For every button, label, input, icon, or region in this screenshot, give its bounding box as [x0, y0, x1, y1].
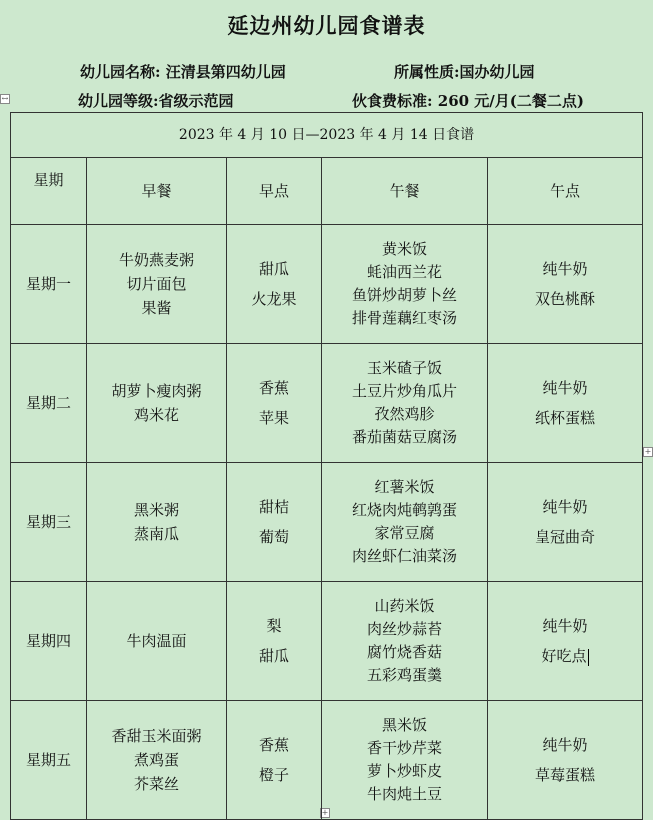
cell-breakfast — [87, 701, 227, 820]
header-row — [11, 158, 643, 225]
menu-item: 红烧肉炖鹌鹑蛋 — [351, 501, 457, 519]
meal-fee-standard: 伙食费标准: 260 元/月(二餐二点) — [352, 92, 584, 110]
day-label: 星期四 — [11, 582, 87, 701]
menu-item: 胡萝卜瘦肉粥 — [111, 382, 202, 400]
cell-lunch — [322, 701, 488, 820]
menu-item: 纯牛奶 — [542, 736, 588, 754]
header-afternoon-snack: 午点 — [488, 158, 643, 225]
text-cursor — [588, 649, 589, 666]
cell-afternoon-snack — [488, 463, 643, 582]
menu-item: 芥菜丝 — [133, 775, 179, 793]
day-label: 星期一 — [11, 225, 87, 344]
kindergarten-grade: 幼儿园等级:省级示范园 — [78, 92, 234, 110]
menu-item: 玉米碴子饭 — [366, 359, 442, 377]
column-insert-icon[interactable]: + — [321, 808, 329, 817]
menu-item: 红薯米饭 — [374, 478, 435, 496]
menu-item: 家常豆腐 — [374, 524, 435, 542]
menu-item: 黑米粥 — [133, 501, 179, 519]
day-row — [11, 225, 643, 344]
menu-item: 火龙果 — [251, 290, 297, 308]
menu-item: 果酱 — [141, 299, 172, 317]
menu-item: 切片面包 — [126, 275, 187, 293]
menu-item: 梨 — [266, 617, 282, 635]
menu-item: 香蕉 — [258, 379, 289, 397]
cell-breakfast — [87, 344, 227, 463]
menu-item: 双色桃酥 — [535, 290, 596, 308]
menu-item: 草莓蛋糕 — [535, 766, 596, 784]
cell-afternoon-snack — [488, 582, 643, 701]
kindergarten-name: 幼儿园名称: 汪清县第四幼儿园 — [80, 63, 286, 81]
menu-item: 煮鸡蛋 — [133, 751, 179, 769]
header-day: 星期 — [11, 158, 87, 225]
menu-item: 蚝油西兰花 — [366, 263, 442, 281]
header-lunch: 午餐 — [322, 158, 488, 225]
menu-item: 土豆片炒角瓜片 — [351, 382, 457, 400]
menu-item: 番茄菌菇豆腐汤 — [351, 428, 457, 446]
menu-item: 牛肉温面 — [126, 632, 187, 650]
day-row — [11, 463, 643, 582]
cell-afternoon-snack — [488, 344, 643, 463]
menu-item: 纯牛奶 — [542, 617, 588, 635]
kindergarten-type: 所属性质:国办幼儿园 — [394, 63, 535, 81]
document-title: 延边州幼儿园食谱表 — [227, 13, 426, 38]
menu-item: 香干炒芹菜 — [366, 739, 442, 757]
day-label: 星期二 — [11, 344, 87, 463]
cell-breakfast — [87, 225, 227, 344]
menu-item: 鸡米花 — [133, 406, 179, 424]
day-label: 星期三 — [11, 463, 87, 582]
menu-item: 孜然鸡胗 — [374, 405, 435, 423]
cell-afternoon-snack — [488, 701, 643, 820]
row-insert-icon[interactable]: + — [644, 447, 652, 456]
menu-item: 香甜玉米面粥 — [111, 727, 202, 745]
menu-item: 牛奶燕麦粥 — [118, 251, 194, 269]
menu-item: 牛肉炖土豆 — [366, 785, 442, 803]
cell-morning-snack — [227, 344, 322, 463]
cell-morning-snack — [227, 701, 322, 820]
cell-afternoon-snack — [488, 225, 643, 344]
day-label: 星期五 — [11, 701, 87, 820]
cell-morning-snack — [227, 463, 322, 582]
table-move-handle-icon[interactable]: ↔ — [1, 94, 9, 103]
header-breakfast: 早餐 — [87, 158, 227, 225]
cell-lunch — [322, 225, 488, 344]
menu-item: 肉丝虾仁油菜汤 — [351, 547, 457, 565]
menu-item: 山药米饭 — [374, 597, 435, 615]
cell-morning-snack — [227, 225, 322, 344]
cell-lunch — [322, 344, 488, 463]
menu-item: 黄米饭 — [381, 240, 427, 258]
menu-item: 葡萄 — [258, 528, 289, 546]
menu-table — [10, 112, 643, 820]
cell-breakfast — [87, 463, 227, 582]
menu-item: 纯牛奶 — [542, 379, 588, 397]
menu-item: 皇冠曲奇 — [535, 528, 596, 546]
menu-item: 苹果 — [258, 409, 289, 427]
day-row — [11, 344, 643, 463]
cell-breakfast — [87, 582, 227, 701]
day-row — [11, 582, 643, 701]
menu-item: 五彩鸡蛋羹 — [366, 666, 442, 684]
date-range-row — [11, 113, 643, 158]
menu-item: 甜桔 — [258, 498, 289, 516]
menu-item: 纯牛奶 — [542, 498, 588, 516]
menu-item: 鱼饼炒胡萝卜丝 — [351, 286, 457, 304]
menu-item: 蒸南瓜 — [133, 525, 179, 543]
menu-item: 肉丝炒蒜苔 — [366, 620, 442, 638]
menu-item: 排骨莲藕红枣汤 — [351, 309, 457, 327]
menu-item: 腐竹烧香菇 — [366, 643, 442, 661]
cell-morning-snack — [227, 582, 322, 701]
menu-item: 甜瓜 — [258, 260, 289, 278]
date-range: 2023 年 4 月 10 日—2023 年 4 月 14 日食谱 — [11, 113, 643, 158]
menu-item: 橙子 — [258, 766, 289, 784]
menu-item: 黑米饭 — [381, 716, 427, 734]
cell-lunch — [322, 463, 488, 582]
menu-item: 萝卜炒虾皮 — [366, 762, 442, 780]
header-morning-snack: 早点 — [227, 158, 322, 225]
menu-item: 纯牛奶 — [542, 260, 588, 278]
menu-item: 纸杯蛋糕 — [535, 409, 596, 427]
cell-lunch — [322, 582, 488, 701]
day-row — [11, 701, 643, 820]
menu-item: 香蕉 — [258, 736, 289, 754]
menu-item: 好吃点 — [541, 647, 587, 665]
menu-item: 甜瓜 — [258, 647, 289, 665]
